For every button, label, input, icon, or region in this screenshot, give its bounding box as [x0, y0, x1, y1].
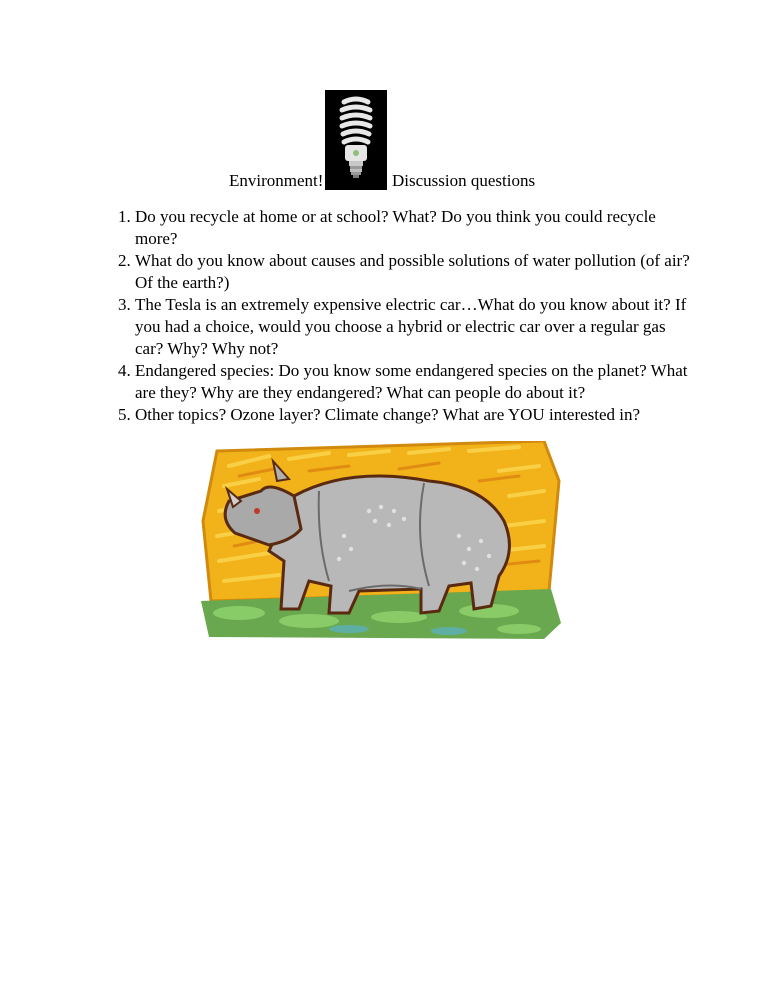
- list-item: 4. Endangered species: Do you know some endangered species on the planet? What are they? Why are they endangered? What can people do about it?: [135, 360, 695, 404]
- lightbulb-icon: [325, 90, 387, 190]
- title-environment: Environment!: [229, 171, 324, 190]
- title-discussion-questions: Discussion questions: [392, 171, 536, 190]
- list-item: 1. Do you recycle at home or at school? What? Do you think you could recycle more?: [135, 206, 695, 250]
- question-list: [108, 206, 695, 426]
- document-title-line: [0, 90, 768, 192]
- list-item: 5. Other topics? Ozone layer? Climate change? What are YOU interested in?: [135, 404, 695, 426]
- list-item: 2. What do you know about causes and possible solutions of water pollution (of air? Of the earth?): [135, 250, 695, 294]
- list-item: 3. The Tesla is an extremely expensive electric car…What do you know about it? If you had a choice, would you choose a hybrid or electric car over a regular gas car? Why? Why not?: [135, 294, 695, 360]
- rhinoceros-illustration: [199, 441, 564, 641]
